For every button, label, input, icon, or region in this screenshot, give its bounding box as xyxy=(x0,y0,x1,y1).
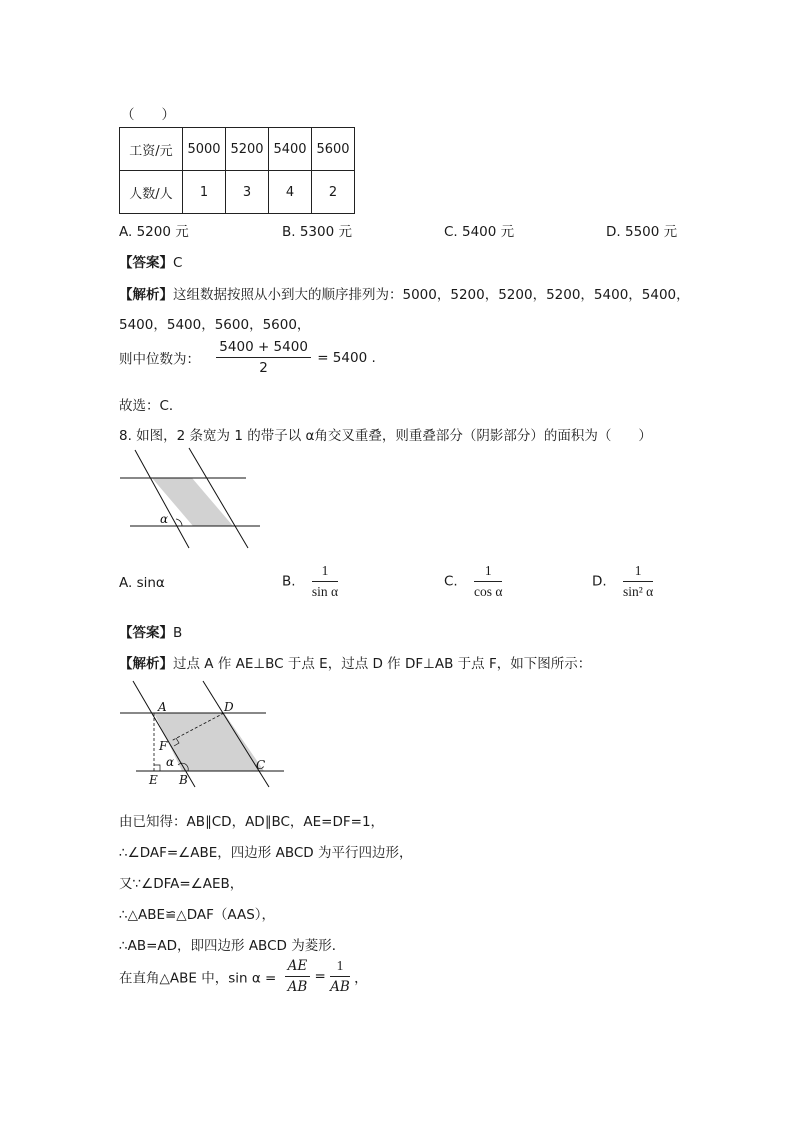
q8-figure-2 xyxy=(118,677,288,789)
median-denominator: 2 xyxy=(259,360,268,376)
option-fraction xyxy=(474,563,502,600)
table-cell: 2 xyxy=(312,171,355,214)
q8-question: 8. 如图，2 条宽为 1 的带子以 α角交叉重叠，则重叠部分（阴影部分）的面积为（ ） xyxy=(119,428,652,444)
point-label: E xyxy=(149,773,158,787)
point-label: D xyxy=(224,700,234,714)
answer-value: B xyxy=(173,625,183,641)
fraction-numerator: 1 xyxy=(312,563,338,582)
option-label: D. xyxy=(592,573,607,590)
q8-step-3: 又∵∠DFA=∠AEB， xyxy=(119,876,244,892)
option-label: C. xyxy=(444,573,458,590)
alpha-label: α xyxy=(166,755,175,769)
q8-step-5: ∴AB=AD，即四边形 ABCD 为菱形． xyxy=(119,938,346,954)
median-numerator: 5400 + 5400 xyxy=(216,339,311,358)
fraction-AE-AB xyxy=(285,958,311,995)
q7-option-c: C. 5400 元 xyxy=(444,224,515,240)
answer-tag: 【答案】 xyxy=(119,625,173,641)
q8-option-b xyxy=(282,563,338,600)
fraction-denominator: AB xyxy=(287,979,308,995)
answer-tag: 【答案】 xyxy=(119,255,173,271)
q7-option-a: A. 5200 元 xyxy=(119,224,189,240)
fraction-numerator: 1 xyxy=(330,958,350,977)
final-prefix: 在直角△ABE 中，sin α = xyxy=(119,970,277,987)
table-cell: 5600 xyxy=(312,128,355,171)
median-fraction xyxy=(216,339,311,376)
point-label: C xyxy=(256,758,266,772)
q7-paren: （ ） xyxy=(121,107,175,123)
table-cell: 5400 xyxy=(269,128,312,171)
table-row xyxy=(120,171,355,214)
point-label: F xyxy=(159,739,168,753)
q7-analysis-line1 xyxy=(119,283,690,303)
q8-step-2: ∴∠DAF=∠ABE，四边形 ABCD 为平行四边形， xyxy=(119,845,413,861)
fraction-numerator: 1 xyxy=(623,563,653,582)
fraction-denominator: sin α xyxy=(311,584,339,599)
final-suffix: ， xyxy=(354,970,368,987)
q8-analysis-intro xyxy=(119,652,591,672)
fraction-denominator: cos α xyxy=(474,584,503,599)
fraction-numerator: 1 xyxy=(474,563,502,582)
table-cell: 5200 xyxy=(226,128,269,171)
q8-final-line xyxy=(119,958,368,995)
table-cell: 工资/元 xyxy=(120,128,183,171)
option-fraction xyxy=(312,563,338,600)
table-cell: 4 xyxy=(269,171,312,214)
median-prefix: 则中位数为： xyxy=(119,351,200,368)
q7-analysis-line2: 5400，5400，5600，5600， xyxy=(119,317,311,333)
point-label: B xyxy=(179,773,188,787)
analysis-tag: 【解析】 xyxy=(119,656,173,672)
fraction-denominator: sin² α xyxy=(622,584,654,599)
analysis-tag: 【解析】 xyxy=(119,287,173,303)
fraction-1-AB xyxy=(330,958,350,995)
q8-answer xyxy=(119,621,182,641)
equals-sign: = xyxy=(314,968,326,985)
option-fraction xyxy=(623,563,653,600)
analysis-text: 这组数据按照从小到大的顺序排列为：5000，5200，5200，5200，5400，5400， xyxy=(173,287,690,303)
angle-arc xyxy=(176,519,182,526)
median-result: = 5400 . xyxy=(317,349,376,366)
q8-step-1: 由已知得：AB∥CD，AD∥BC，AE=DF=1， xyxy=(119,814,385,830)
answer-value: C xyxy=(173,255,183,271)
table-cell: 3 xyxy=(226,171,269,214)
analysis-text: 过点 A 作 AE⊥BC 于点 E，过点 D 作 DF⊥AB 于点 F，如下图所示： xyxy=(173,656,592,672)
table-row xyxy=(120,128,355,171)
table-cell: 5000 xyxy=(183,128,226,171)
fraction-numerator: AE xyxy=(285,958,311,977)
q8-option-c xyxy=(444,563,502,600)
q7-median xyxy=(119,339,376,376)
point-label: A xyxy=(158,700,167,714)
alpha-label: α xyxy=(160,512,169,526)
option-label: B. xyxy=(282,573,296,590)
q7-option-d: D. 5500 元 xyxy=(606,224,678,240)
table-cell: 人数/人 xyxy=(120,171,183,214)
q8-option-a: A. sinα xyxy=(119,575,165,591)
right-angle-E xyxy=(154,765,160,771)
q7-conclusion: 故选：C． xyxy=(119,398,183,414)
wage-table xyxy=(119,127,355,214)
q7-answer xyxy=(119,251,182,271)
q8-figure-1 xyxy=(118,446,264,550)
q7-option-b: B. 5300 元 xyxy=(282,224,352,240)
table-cell: 1 xyxy=(183,171,226,214)
fraction-denominator: AB xyxy=(330,979,350,995)
q8-option-d xyxy=(592,563,653,600)
q8-step-4: ∴△ABE≌△DAF（AAS）， xyxy=(119,907,276,923)
